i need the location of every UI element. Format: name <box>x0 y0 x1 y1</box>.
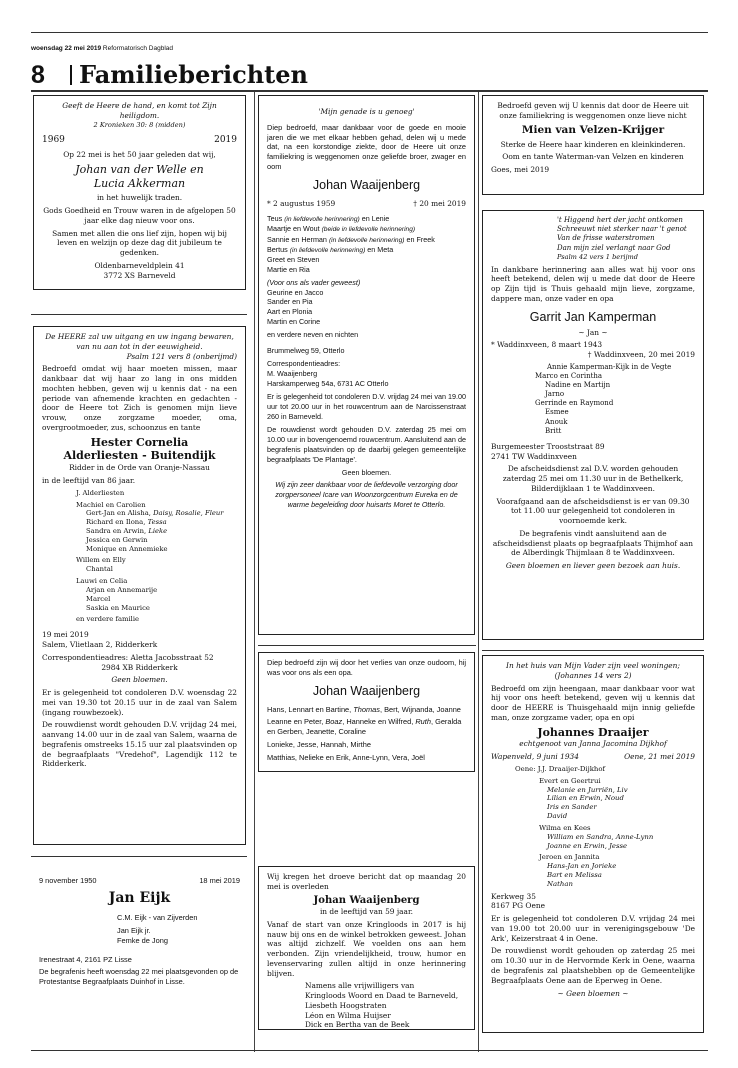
waai1-intro: Diep bedroefd, maar dankbaar voor de goede en mooie jaren die we met elkaar hebben gehad, delen wij u mede dat, na een korstondige ziekte, door de Heere uit onze familiekring is weggenomen onze geliefde broer, zwager en oom <box>267 122 466 171</box>
draaijer-funeral: De rouwdienst wordt gehouden op zaterdag 25 mei om 10.30 uur in de Hervormde Kerk in Oene, waarna de begrafenis zal plaatshebben op de Gemeentelijke Begraafplaats Oene aan de Eperweg in Oene. <box>491 946 695 985</box>
page-number: 8 <box>31 61 45 89</box>
family-line: Annie Kamperman-Kijk in de Vegte <box>547 363 672 371</box>
family-line: Geurine en Jacco <box>267 287 324 297</box>
family-line: Nadine en Martijn <box>545 381 611 390</box>
garrit-condolence: Voorafgaand aan de afscheidsdienst is er van 09.30 tot 11.00 uur gelegenheid tot condoleren in voornoemde kerk. <box>496 496 690 526</box>
garrit-name: Garrit Jan Kamperman <box>529 309 657 324</box>
family-line: Saskia en Maurice <box>86 603 150 612</box>
draaijer-address-2: 8167 PG Oene <box>491 901 545 911</box>
hester-name-1: Hester Cornelia <box>90 435 189 449</box>
hester-age: in de leeftijd van 86 jaar. <box>42 475 136 485</box>
waai1-name: Johan Waaijenberg <box>312 177 421 192</box>
eijk-born: 9 november 1950 <box>39 876 97 885</box>
family-line: Monique en Annemieke <box>86 544 168 553</box>
hester-honour: Ridder in de Orde van Oranje-Nassau <box>69 463 210 473</box>
hester-condolence: Er is gelegenheid tot condoleren D.V. woensdag 22 mei van 19.30 tot 20.15 uur in de zaal van Salem (ingang rouwbezoek). <box>42 688 237 717</box>
mien-name: Mien van Velzen-Krijger <box>521 123 665 136</box>
garrit-nickname: ~ Jan ~ <box>578 327 608 337</box>
garrit-address-1: Burgemeester Trooststraat 89 <box>491 441 605 451</box>
family-line: Joanne en Erwin, Jesse <box>547 841 628 850</box>
family-line: Melanie en Jurriën, Liv <box>547 785 628 794</box>
family-line: (Voor ons als vader geweest) <box>267 277 361 287</box>
hester-notice <box>33 326 246 845</box>
kamperman-notice <box>482 210 704 640</box>
col1-separator <box>31 314 247 315</box>
garrit-no-flowers: Geen bloemen en liever geen bezoek aan huis. <box>505 561 681 571</box>
hester-family <box>42 489 237 625</box>
waai1-condolence: Er is gelegenheid tot condoleren D.V. vrijdag 24 mei van 19.00 uur tot 20.00 uur in het rouwcentrum aan de Narcissenstraat 260 in Barneveld. <box>267 391 466 421</box>
eijk-family-2: Jan Eijk jr. <box>117 926 151 935</box>
garrit-quote-3: Van de frisse waterstromen <box>557 234 655 243</box>
waai3-sign-3: Liesbeth Hoogstraten <box>305 1000 387 1010</box>
mien-intro: Bedroefd geven wij U kennis dat door de Heere uit onze familiekring is weggenomen onze lieve nicht <box>497 101 689 120</box>
garrit-died: † Waddinxveen, 20 mei 2019 <box>587 350 695 360</box>
garrit-family <box>491 363 695 436</box>
family-line: Willem en Elly <box>76 556 126 565</box>
garrit-quote-2: Schreeuwt niet sterker naar 't genot <box>557 225 687 234</box>
draaijer-died: Oene, 21 mei 2019 <box>624 752 695 762</box>
family-line: Lilian en Erwin, Noud <box>547 794 624 803</box>
family-line: Martin en Corine <box>267 317 321 327</box>
hester-name-2: Alderliesten - Buitendijk <box>63 449 216 463</box>
waaijenberg-kringloods-notice <box>258 866 475 1030</box>
draaijer-born: Wapenveld, 9 juni 1934 <box>491 752 579 762</box>
garrit-born: * Waddinxveen, 8 maart 1943 <box>491 340 603 350</box>
family-line: Bertus (in liefdevolle herinnering) en Meta <box>267 244 394 254</box>
eijk-address: Irenestraat 4, 2161 PZ Lisse <box>39 954 132 964</box>
waai3-intro: Wij kregen het droeve bericht dat op maandag 20 mei is overleden <box>267 872 466 891</box>
draaijer-address-1: Kerkweg 35 <box>491 891 536 901</box>
header-top-rule <box>31 32 708 33</box>
waai3-sign-4: Léon en Wilma Huijser <box>305 1010 391 1020</box>
draaijer-no-flowers: ~ Geen bloemen ~ <box>557 988 629 998</box>
family-line: David <box>547 812 568 821</box>
hester-ref: Psalm 121 vers 8 (onberijmd) <box>126 351 237 361</box>
waai3-sign-1: Namens alle vrijwilligers van <box>305 981 415 991</box>
family-line: William en Sandra, Anne-Lynn <box>547 832 654 841</box>
family-line: Jessica en Gerwin <box>86 535 148 544</box>
col3-separator <box>482 650 704 651</box>
family-line: Esmee <box>545 408 569 417</box>
waai1-died: † 20 mei 2019 <box>413 198 466 208</box>
draaijer-intro: Bedroefd om zijn heengaan, maar dankbaar voor wat hij voor ons heeft betekend, geven wij u kennis dat door de HEERE is Thuisgehaald mijn innig geliefde man, onze zorgzame vader, opa en opi <box>491 683 695 722</box>
family-line: Chantal <box>86 565 113 574</box>
col1-separator-2 <box>31 856 247 857</box>
anniv-line1: Op 22 mei is het 50 jaar geleden dat wij, <box>63 150 216 160</box>
family-line: Jarno <box>545 390 565 399</box>
header-bottom-rule <box>31 90 708 92</box>
anniv-line3: Gods Goedheid en Trouw waren in de afgelopen 50 jaar elke dag nieuw voor ons. <box>43 206 236 225</box>
draaijer-condolence: Er is gelegenheid tot condoleren D.V. vrijdag 24 mei van 19.00 tot 20.00 uur in verenigingsgebouw 'De Ark', Keizerstraat 4 in Oene. <box>491 914 695 943</box>
waai1-corr-name: M. Waaijenberg <box>267 369 318 379</box>
waaijenberg-grandchildren-notice <box>258 652 475 772</box>
eijk-notice <box>33 872 246 1030</box>
waai1-no-flowers: Geen bloemen. <box>341 467 392 477</box>
family-line: Wilma en Kees <box>539 823 591 832</box>
garrit-quote-1: 't Higgend hert der jacht ontkomen <box>557 216 683 224</box>
family-line: en verdere neven en nichten <box>267 330 359 340</box>
waai3-age: in de leeftijd van 59 jaar. <box>319 907 414 917</box>
mien-place: Goes, mei 2019 <box>491 165 550 175</box>
mien-notice <box>482 95 704 195</box>
header-dateline: woensdag 22 mei 2019 Reformatorisch Dagblad <box>31 45 173 52</box>
family-line: Iris en Sander <box>547 803 597 812</box>
waai2-line1: Hans, Lennart en Bartine, Thomas, Bert, Wijnanda, Joanne <box>267 704 461 714</box>
waai1-funeral: De rouwdienst wordt gehouden D.V. zaterdag 25 mei om 10.00 uur in bovengenoemd rouwcentrum. Aansluitend aan de begrafenis plaatsvinden op de daarbij gelegen gemeentelijke begraafplaats 'De Plantage'. <box>267 424 466 464</box>
draaijer-family <box>491 765 695 889</box>
draaijer-name: Johannes Draaijer <box>537 725 649 739</box>
anniv-names-1: Johan van der Welle en <box>75 162 204 176</box>
garrit-address-2: 2741 TW Waddinxveen <box>491 451 577 461</box>
anniv-ref: 2 Kronieken 30: 8 (midden) <box>93 120 186 129</box>
waai1-thanks: Wij zijn zeer dankbaar voor de liefdevolle verzorging door zorgpersoneel Icare van Woonzorgcentrum Eureka en de warme begeleiding door huisarts Moret te Otterlo. <box>275 480 458 510</box>
waai1-corr-address: Harskamperweg 54a, 6731 AC Otterlo <box>267 379 389 389</box>
waai2-line2: Leanne en Peter, Boaz, Hanneke en Wilfred, Ruth, Geralda en Gerben, Jeanette, Coraline <box>267 717 462 737</box>
waai2-intro: Diep bedroefd zijn wij door het verlies van onze oudoom, hij was voor ons als een opa. <box>267 658 466 677</box>
title-divider <box>70 65 72 85</box>
anniv-line4: Samen met allen die ons lief zijn, hopen wij bij leven en welzijn op deze dag dit jubileum te gedenken. <box>52 228 227 258</box>
hester-funeral: De rouwdienst wordt gehouden D.V. vrijdag 24 mei, aanvang 14.00 uur in de zaal van Salem, waarna de begrafenis omstreeks 15.15 uur zal plaatsvinden op de begraafplaats "Vredehof", Lagendijk 112 te Ridderkerk. <box>42 720 237 769</box>
hester-date: 19 mei 2019 <box>42 630 89 640</box>
family-line: Sander en Pia <box>267 297 313 307</box>
waai3-sign-5: Dick en Bertha van de Beek <box>305 1020 410 1030</box>
family-line: Hans-Jan en Jorieke <box>547 862 617 871</box>
anniv-quote: Geeft de Heere de hand, en komt tot Zijn heiligdom. <box>62 101 217 120</box>
waai1-corr-label: Correspondentieadres: <box>267 359 341 369</box>
anniv-address-1: Oldenbarneveldplein 41 <box>94 260 185 270</box>
hester-intro: Bedroefd omdat wij haar moeten missen, maar dankbaar dat wij haar zo lang in ons midden mochten hebben, geven wij u kennis dat - na een periode van afnemende krachten en gedachten - door de Heere tot Zich is genomen mijn lieve vrouw, onze zorgzame moeder, oma, overgrootmoeder, zus, schoonzus en tante <box>42 364 237 432</box>
anniversary-notice <box>33 95 246 290</box>
family-line: Gert-Jan en Alisha, Daisy, Rosalie, Fleur <box>86 509 224 518</box>
family-line: Teus (in liefdevolle herinnering) en Lenie <box>267 214 390 224</box>
family-line: Marcel <box>86 594 111 603</box>
hester-correspondence: Correspondentieadres: Aletta Jacobsstraat 52 <box>42 652 214 662</box>
family-line: Martie en Ria <box>267 264 310 274</box>
family-line: Britt <box>545 426 562 435</box>
family-line: Evert en Geertrui <box>539 776 601 785</box>
draaijer-quote: In het huis van Mijn Vader zijn veel woningen; <box>506 661 680 670</box>
family-line: Marco en Corintha <box>535 372 603 381</box>
family-line: J. Alderliesten <box>76 488 125 497</box>
waai2-line3: Lonieke, Jesse, Hannah, Mirthe <box>267 739 371 749</box>
anniv-names-2: Lucia Akkerman <box>93 176 186 190</box>
family-line: Oene: J.J. Draaijer-Dijkhof <box>515 764 606 773</box>
family-line: Anouk <box>545 417 568 426</box>
column-divider-2 <box>478 92 479 1052</box>
family-line: Lauwi en Celia <box>76 577 128 586</box>
hester-no-flowers: Geen bloemen. <box>111 675 168 685</box>
hester-correspondence-2: 2984 XB Ridderkerk <box>101 662 178 672</box>
hester-quote: De HEERE zal uw uitgang en uw ingang bewaren, van nu aan tot in der eeuwigheid. <box>45 332 234 351</box>
garrit-burial: De begrafenis vindt aansluitend aan de afscheidsdienst plaats op begraafplaats Thijmhof aan de Alberdingk Thijmlaan 8 te Waddinxveen. <box>492 528 694 558</box>
family-line: Maartje en Wout (beide in liefdevolle herinnering) <box>267 224 416 234</box>
waai3-sign-2: Kringloods Woord en Daad te Barneveld, <box>305 991 459 1001</box>
eijk-family-3: Femke de Jong <box>117 935 168 945</box>
family-line: Nathan <box>547 879 573 888</box>
anniv-address-2: 3772 XS Barneveld <box>103 270 176 280</box>
garrit-service: De afscheidsdienst zal D.V. worden gehouden zaterdag 25 mei om 11.30 uur in de Bethelkerk, Bilderdijklaan 1 te Waddinxveen. <box>502 464 684 493</box>
waaijenberg-family-notice <box>258 95 475 635</box>
family-line: Gerrinde en Raymond <box>535 399 614 408</box>
anniv-line2: in het huwelijk traden. <box>96 193 183 203</box>
garrit-quote-4: Dan mijn ziel verlangt naar God <box>557 243 671 252</box>
page-title: Familieberichten <box>79 60 308 89</box>
column-divider-1 <box>254 92 255 1052</box>
family-line: Sannie en Herman (in liefdevolle herinnering) en Freek <box>267 234 435 244</box>
waai3-name: Johan Waaijenberg <box>313 894 420 906</box>
waai1-born: * 2 augustus 1959 <box>267 198 336 208</box>
family-line: Sandra en Arwin, Lieke <box>86 527 168 535</box>
family-line: Aart en Plonia <box>267 307 313 317</box>
draaijer-spouse: echtgenoot van Janna Jacomina Dijkhof <box>519 739 667 749</box>
waai1-address: Brummelweg 59, Otterlo <box>267 346 345 356</box>
page-bottom-rule <box>31 1050 708 1051</box>
family-line: Machiel en Carolien <box>76 500 146 509</box>
mien-line2: Oom en tante Waterman-van Velzen en kinderen <box>502 152 684 162</box>
hester-place: Salem, Vlietlaan 2, Ridderkerk <box>42 640 158 650</box>
draaijer-notice <box>482 655 704 1033</box>
mien-line1: Sterke de Heere haar kinderen en kleinkinderen. <box>500 139 686 149</box>
garrit-quote-ref: Psalm 42 vers 1 berijmd <box>557 252 638 261</box>
draaijer-quote-ref: (Johannes 14 vers 2) <box>554 670 632 680</box>
eijk-name: Jan Eijk <box>108 889 171 906</box>
family-line: Bart en Melissa <box>547 870 602 879</box>
waai2-line4: Matthias, Nelieke en Erik, Anne-Lynn, Vera, Joël <box>267 752 425 762</box>
family-line: Jeroen en Jannita <box>539 853 600 862</box>
eijk-died: 18 mei 2019 <box>199 876 240 885</box>
col2-separator <box>258 645 476 646</box>
family-line: Arjan en Annemarije <box>86 585 158 594</box>
waai1-quote: 'Mijn genade is u genoeg' <box>318 107 415 116</box>
garrit-intro: In dankbare herinnering aan alles wat hij voor ons heeft betekend, delen wij u mede dat door de Heere op Zijn tijd is Thuis gehaald mijn lieve, zorgzame, dappere man, onze vader en opa <box>491 264 695 303</box>
eijk-family-1: C.M. Eijk - van Zijverden <box>117 913 198 923</box>
family-line: Richard en Ilona, Tessa <box>86 518 167 527</box>
waai1-family <box>267 214 466 510</box>
family-line: Greet en Steven <box>267 254 320 264</box>
family-line: en verdere familie <box>76 615 140 624</box>
eijk-text: De begrafenis heeft woensdag 22 mei plaatsgevonden op de Protestantse Begraafplaats Duinhof in Lisse. <box>39 967 239 987</box>
anniv-year-start: 1969 <box>42 135 65 146</box>
waai3-text: Vanaf de start van onze Kringloods in 2017 is hij nauw bij ons en de winkel betrokken geweest. Johan was altijd zichzelf. We voelden ons aan hem verbonden. Zijn vriendelijkheid, trouw, humor en levenservaring zullen altijd in onze herinnering blijven. <box>267 919 466 978</box>
waai2-name: Johan Waaijenberg <box>312 683 421 698</box>
anniv-year-end: 2019 <box>214 135 237 146</box>
